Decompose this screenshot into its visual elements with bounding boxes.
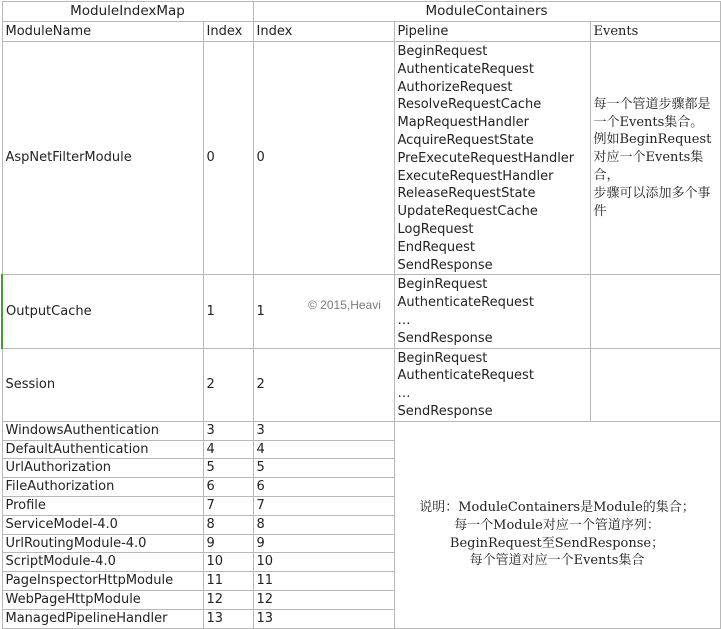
pipeline-step: AuthenticateRequest	[397, 61, 534, 77]
index-cell: 2	[203, 348, 253, 421]
pipeline-step: BeginRequest	[397, 277, 488, 293]
index-cell: 7	[203, 496, 253, 515]
events-note-line1: 每一个管道步骤都是一个Events集合。	[593, 96, 711, 130]
pipeline-step: PreExecuteRequestHandler	[397, 150, 575, 166]
pipeline-step: SendResponse	[397, 257, 493, 273]
events-empty-cell	[590, 275, 720, 348]
module-name-cell: ManagedPipelineHandler	[2, 609, 203, 628]
table-row	[2, 348, 720, 421]
container-index-cell: 11	[253, 572, 394, 591]
container-index-cell: 10	[253, 553, 394, 572]
pipeline-cell	[394, 42, 590, 275]
index-cell: 9	[203, 534, 253, 553]
pipeline-step: AuthenticateRequest	[397, 368, 534, 384]
summary-note-line2: 每一个Module对应一个管道序列：	[454, 517, 660, 533]
module-name-cell: Profile	[2, 496, 203, 515]
events-note	[590, 42, 720, 275]
container-index-cell: 9	[253, 534, 394, 553]
group-header-moduleindexmap: ModuleIndexMap	[2, 2, 253, 22]
index-cell: 10	[203, 553, 253, 572]
summary-note	[394, 421, 720, 628]
events-note-line2: 例如BeginRequest对应一个Events集合，	[593, 132, 712, 184]
pipeline-cell	[394, 348, 590, 421]
index-cell: 11	[203, 572, 253, 591]
pipeline-step: SendResponse	[397, 403, 493, 419]
index-cell: 13	[203, 609, 253, 628]
module-name-cell: UrlRoutingModule-4.0	[2, 534, 203, 553]
pipeline-step: AcquireRequestState	[397, 132, 534, 148]
module-name-cell: UrlAuthorization	[2, 459, 203, 478]
container-index-cell: 5	[253, 459, 394, 478]
container-index-cell: 8	[253, 515, 394, 534]
pipeline-step: UpdateRequestCache	[397, 204, 538, 220]
container-index-cell: 3	[253, 421, 394, 440]
pipeline-step: AuthenticateRequest	[397, 295, 534, 311]
container-index-cell: 7	[253, 496, 394, 515]
module-name-cell: ServiceModel-4.0	[2, 515, 203, 534]
index-cell: 0	[203, 42, 253, 275]
col-header-pipeline: Pipeline	[394, 22, 590, 42]
module-name-cell: OutputCache	[2, 275, 203, 348]
summary-note-line1: 说明：ModuleContainers是Module的集合；	[419, 500, 695, 516]
table-row	[2, 421, 720, 440]
module-name-cell: ScriptModule-4.0	[2, 553, 203, 572]
module-name-cell: Session	[2, 348, 203, 421]
pipeline-step: ResolveRequestCache	[397, 97, 542, 113]
container-index-cell: 0	[253, 42, 394, 275]
container-index-cell: 2	[253, 348, 394, 421]
events-empty-cell	[590, 348, 720, 421]
pipeline-step: EndRequest	[397, 239, 476, 255]
module-name-cell: WebPageHttpModule	[2, 590, 203, 609]
events-note-line3: 步骤可以添加多个事件	[593, 185, 711, 219]
summary-note-line4: 每个管道对应一个Events集合	[469, 553, 645, 569]
index-cell: 5	[203, 459, 253, 478]
module-table	[1, 1, 721, 629]
index-cell: 6	[203, 478, 253, 497]
pipeline-cell	[394, 275, 590, 348]
pipeline-step: LogRequest	[397, 221, 474, 237]
index-cell: 12	[203, 590, 253, 609]
container-index-cell: 12	[253, 590, 394, 609]
table-row	[2, 42, 720, 275]
col-header-index-right: Index	[253, 22, 394, 42]
pipeline-step: BeginRequest	[397, 44, 488, 59]
container-index-cell: 1	[253, 275, 394, 348]
module-name-cell: DefaultAuthentication	[2, 440, 203, 459]
col-header-index-left: Index	[203, 22, 253, 42]
container-index-cell: 4	[253, 440, 394, 459]
col-header-events: Events	[590, 22, 720, 42]
group-header-modulecontainers: ModuleContainers	[253, 2, 720, 22]
index-cell: 3	[203, 421, 253, 440]
summary-note-line3: BeginRequest至SendResponse；	[449, 535, 665, 551]
pipeline-step: SendResponse	[397, 330, 493, 346]
module-name-cell: FileAuthorization	[2, 478, 203, 497]
index-cell: 4	[203, 440, 253, 459]
index-cell: 8	[203, 515, 253, 534]
col-header-modulename: ModuleName	[2, 22, 203, 42]
module-name-cell: WindowsAuthentication	[2, 421, 203, 440]
pipeline-ellipsis: …	[397, 312, 411, 328]
container-index-cell: 13	[253, 609, 394, 628]
pipeline-step: AuthorizeRequest	[397, 79, 513, 95]
pipeline-step: BeginRequest	[397, 350, 488, 366]
copyright-watermark: © 2015,Heavi	[308, 298, 381, 312]
pipeline-step: ReleaseRequestState	[397, 186, 536, 202]
container-index-cell: 6	[253, 478, 394, 497]
module-name-cell: PageInspectorHttpModule	[2, 572, 203, 591]
module-name-cell: AspNetFilterModule	[2, 42, 203, 275]
index-cell: 1	[203, 275, 253, 348]
pipeline-step: ExecuteRequestHandler	[397, 168, 554, 184]
pipeline-step: MapRequestHandler	[397, 115, 529, 131]
pipeline-ellipsis: …	[397, 386, 411, 402]
